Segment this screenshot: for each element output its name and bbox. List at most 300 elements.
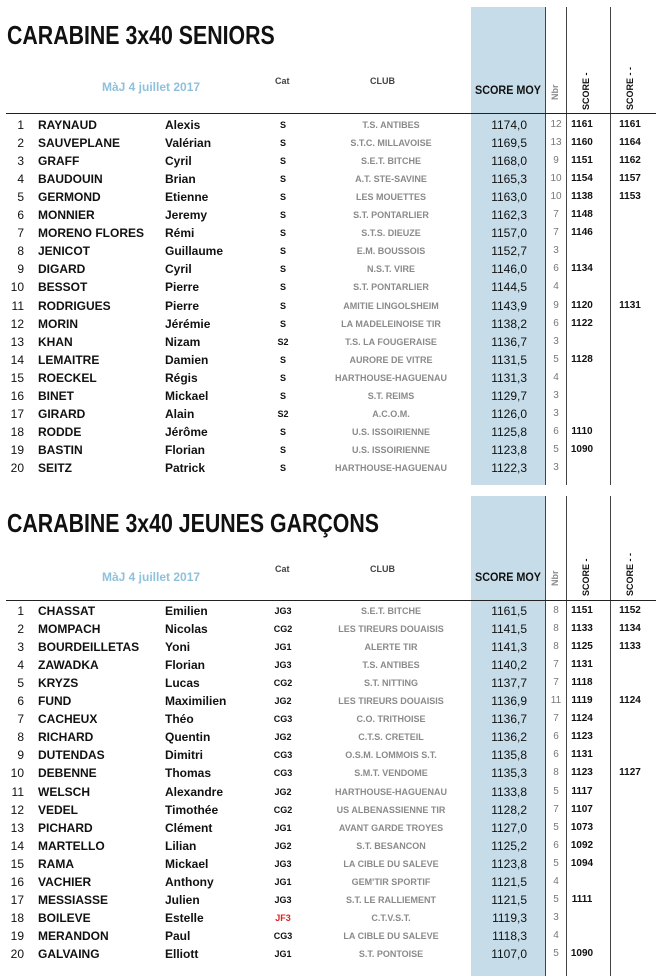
category-cell: S <box>279 354 286 365</box>
header-rule <box>6 600 656 601</box>
score-2-cell: 1127 <box>619 767 641 779</box>
table-row <box>0 315 660 333</box>
first-name-cell: Dimitri <box>165 748 204 763</box>
first-name-cell: Florian <box>165 658 206 673</box>
table-row <box>0 855 660 873</box>
club-cell: O.S.M. LOMMOIS S.T. <box>345 750 437 761</box>
table-row <box>0 602 660 620</box>
category-cell: JG1 <box>274 948 292 959</box>
first-name-cell: Théo <box>165 712 194 727</box>
category-cell: CG3 <box>273 930 293 941</box>
first-name-cell: Cyril <box>165 262 192 277</box>
score-moy-cell: 1119,3 <box>492 910 527 925</box>
rank-cell: 17 <box>10 406 24 421</box>
rank-cell: 14 <box>10 352 24 367</box>
nbr-cell: 6 <box>553 425 559 437</box>
rank-cell: 12 <box>10 802 24 817</box>
category-cell: S <box>279 120 286 130</box>
rank-cell: 15 <box>10 370 24 385</box>
nbr-cell: 5 <box>553 857 559 869</box>
nbr-cell: 4 <box>553 875 559 887</box>
score-moy-cell: 1122,3 <box>491 460 527 475</box>
score-1-cell: 1154 <box>571 173 593 185</box>
rank-cell: 20 <box>10 460 24 475</box>
header-club: CLUB <box>370 76 395 86</box>
first-name-cell: Florian <box>165 442 206 457</box>
rank-cell: 4 <box>17 172 24 187</box>
last-name-cell: BAUDOUIN <box>38 172 103 187</box>
club-cell: T.S. LA FOUGERAISE <box>345 336 437 347</box>
last-name-cell: WELSCH <box>38 784 90 799</box>
last-name-cell: RAYNAUD <box>38 118 97 132</box>
score-2-cell: 1124 <box>619 695 641 707</box>
score-1-cell: 1128 <box>571 353 593 365</box>
update-date: MàJ 4 juillet 2017 <box>102 80 201 94</box>
header-score-1: SCORE - <box>581 558 591 596</box>
category-cell: JF3 <box>275 912 291 923</box>
rank-cell: 16 <box>10 874 24 889</box>
rank-cell: 18 <box>10 910 24 925</box>
nbr-cell: 6 <box>553 839 559 851</box>
first-name-cell: Estelle <box>165 910 204 925</box>
rank-cell: 20 <box>10 946 24 961</box>
category-cell: JG2 <box>274 786 292 797</box>
rank-cell: 19 <box>10 928 24 943</box>
score-moy-cell: 1163,0 <box>491 190 527 205</box>
first-name-cell: Alain <box>165 406 195 421</box>
category-cell: S <box>279 210 286 221</box>
last-name-cell: MARTELLO <box>38 838 105 853</box>
category-cell: S <box>279 462 286 473</box>
club-cell: LA CIBLE DU SALEVE <box>343 858 439 869</box>
club-cell: AVANT GARDE TROYES <box>338 822 444 833</box>
score-moy-cell: 1136,9 <box>491 694 527 709</box>
category-cell: JG2 <box>274 840 292 851</box>
score-moy-cell: 1127,0 <box>491 820 527 835</box>
first-name-cell: Timothée <box>165 802 219 817</box>
table-row <box>0 873 660 891</box>
nbr-cell: 9 <box>553 299 559 311</box>
last-name-cell: PICHARD <box>38 820 93 835</box>
score-moy-cell: 1125,2 <box>491 838 527 853</box>
rank-cell: 6 <box>17 208 24 223</box>
nbr-cell: 7 <box>553 677 559 689</box>
rank-cell: 15 <box>10 856 24 871</box>
table-row <box>0 459 660 477</box>
score-1-cell: 1125 <box>571 641 593 653</box>
club-cell: A.T. STE-SAVINE <box>355 174 427 185</box>
score-moy-cell: 1136,7 <box>491 712 527 727</box>
rank-cell: 4 <box>17 658 24 673</box>
table-row <box>0 116 660 134</box>
nbr-cell: 3 <box>553 335 559 347</box>
category-cell: CG3 <box>273 750 293 761</box>
category-cell: CG3 <box>273 768 293 779</box>
rank-cell: 19 <box>10 442 24 457</box>
score-moy-cell: 1118,3 <box>492 928 527 943</box>
score-moy-cell: 1161,5 <box>491 604 527 618</box>
last-name-cell: RICHARD <box>38 730 94 745</box>
category-cell: JG2 <box>274 732 292 743</box>
nbr-cell: 5 <box>553 947 559 959</box>
nbr-cell: 7 <box>553 713 559 725</box>
score-2-cell: 1157 <box>619 173 641 185</box>
table-row <box>0 423 660 441</box>
header-score-2: SCORE - - <box>625 552 635 596</box>
score-1-cell: 1123 <box>571 731 593 743</box>
first-name-cell: Elliott <box>165 946 199 961</box>
first-name-cell: Thomas <box>165 766 212 781</box>
rank-cell: 10 <box>10 766 24 781</box>
score-1-cell: 1118 <box>571 677 593 689</box>
header-score-moy: SCORE MOY <box>474 83 542 97</box>
club-cell: S.M.T. VENDOME <box>354 768 428 779</box>
nbr-cell: 5 <box>553 443 559 455</box>
score-moy-cell: 1131,5 <box>491 352 527 367</box>
club-cell: C.T.S. CRETEIL <box>358 732 424 743</box>
club-cell: S.T. PONTARLIER <box>353 282 429 293</box>
category-cell: S <box>279 246 286 257</box>
club-cell: HARTHOUSE-HAGUENAU <box>335 372 447 383</box>
score-moy-cell: 1138,2 <box>491 316 527 331</box>
club-cell: S.T.C. MILLAVOISE <box>350 138 432 149</box>
table-row <box>0 710 660 728</box>
score-moy-cell: 1128,2 <box>491 802 527 817</box>
last-name-cell: MORIN <box>38 316 78 331</box>
table-row <box>0 224 660 242</box>
section-title: CARABINE 3x40 SENIORS <box>7 20 275 50</box>
club-cell: A.C.O.M. <box>372 408 410 419</box>
score-moy-cell: 1125,8 <box>491 424 527 439</box>
first-name-cell: Paul <box>165 928 191 943</box>
table-row <box>0 656 660 674</box>
nbr-cell: 11 <box>550 695 562 707</box>
first-name-cell: Jeremy <box>165 208 208 223</box>
last-name-cell: FUND <box>38 694 72 709</box>
nbr-cell: 7 <box>553 659 559 671</box>
rank-cell: 7 <box>17 226 24 241</box>
table-row <box>0 674 660 692</box>
score-moy-cell: 1146,0 <box>491 262 527 277</box>
first-name-cell: Nicolas <box>165 622 208 637</box>
first-name-cell: Brian <box>165 172 196 187</box>
rank-cell: 2 <box>17 136 24 151</box>
rank-cell: 17 <box>10 892 24 907</box>
score-1-cell: 1151 <box>571 605 593 616</box>
nbr-cell: 5 <box>553 785 559 797</box>
score-1-cell: 1160 <box>571 137 593 149</box>
nbr-cell: 8 <box>553 623 559 635</box>
last-name-cell: VACHIER <box>38 874 92 889</box>
score-moy-cell: 1152,7 <box>491 244 527 259</box>
last-name-cell: GALVAING <box>38 946 100 961</box>
nbr-cell: 9 <box>553 155 559 167</box>
club-cell: U.S. ISSOIRIENNE <box>351 444 431 455</box>
rank-cell: 18 <box>10 424 24 439</box>
rank-cell: 1 <box>17 118 24 132</box>
last-name-cell: BOILEVE <box>38 910 91 925</box>
table-row <box>0 638 660 656</box>
category-cell: JG1 <box>274 876 292 887</box>
score-2-cell: 1164 <box>619 137 641 149</box>
club-cell: T.S. ANTIBES <box>362 660 420 671</box>
score-1-cell: 1131 <box>571 659 593 671</box>
rank-cell: 11 <box>11 784 24 799</box>
nbr-cell: 7 <box>553 227 559 239</box>
last-name-cell: BESSOT <box>38 280 88 295</box>
category-cell: JG3 <box>274 660 292 671</box>
nbr-cell: 10 <box>550 173 562 185</box>
score-1-cell: 1122 <box>571 317 593 329</box>
first-name-cell: Lucas <box>165 676 200 691</box>
last-name-cell: BOURDEILLETAS <box>38 640 140 655</box>
first-name-cell: Quentin <box>165 730 211 745</box>
first-name-cell: Anthony <box>165 874 214 889</box>
category-cell: S <box>279 138 286 149</box>
club-cell: S.T. NITTING <box>364 678 418 689</box>
score-1-cell: 1092 <box>570 839 594 851</box>
table-row <box>0 152 660 170</box>
table-row <box>0 188 660 206</box>
table-row <box>0 387 660 405</box>
rank-cell: 5 <box>17 676 24 691</box>
first-name-cell: Jérôme <box>165 424 208 439</box>
table-row <box>0 170 660 188</box>
score-1-cell: 1133 <box>571 623 593 635</box>
nbr-cell: 3 <box>553 911 559 923</box>
club-cell: S.T. BESANCON <box>356 840 426 851</box>
last-name-cell: BASTIN <box>38 442 83 457</box>
first-name-cell: Pierre <box>165 280 200 295</box>
first-name-cell: Régis <box>165 370 198 385</box>
first-name-cell: Etienne <box>165 190 209 205</box>
nbr-cell: 8 <box>553 767 559 779</box>
score-moy-cell: 1140,2 <box>491 658 527 673</box>
category-cell: JG1 <box>274 642 292 653</box>
score-moy-cell: 1144,5 <box>491 280 527 295</box>
last-name-cell: DEBENNE <box>38 766 97 781</box>
score-2-cell: 1133 <box>619 641 641 653</box>
last-name-cell: MESSIASSE <box>38 892 109 907</box>
club-cell: US ALBENASSIENNE TIR <box>336 804 446 815</box>
club-cell: C.T.V.S.T. <box>371 912 411 923</box>
score-1-cell: 1151 <box>571 155 593 167</box>
table-row <box>0 351 660 369</box>
rank-cell: 3 <box>17 640 24 655</box>
score-moy-cell: 1157,0 <box>491 226 527 241</box>
category-cell: S <box>279 300 286 311</box>
table-row <box>0 783 660 801</box>
table-row <box>0 260 660 278</box>
first-name-cell: Guillaume <box>165 244 224 259</box>
first-name-cell: Pierre <box>165 298 200 313</box>
score-moy-cell: 1136,2 <box>491 730 527 745</box>
first-name-cell: Julien <box>165 892 200 907</box>
category-cell: S <box>279 390 286 401</box>
nbr-cell: 4 <box>553 371 559 383</box>
table-row <box>0 441 660 459</box>
rank-cell: 10 <box>10 280 24 295</box>
table-row <box>0 801 660 819</box>
nbr-cell: 6 <box>553 749 559 761</box>
club-cell: S.T.S. DIEUZE <box>361 228 421 239</box>
score-2-cell: 1161 <box>619 119 641 130</box>
score-moy-cell: 1123,8 <box>491 856 527 871</box>
first-name-cell: Jérémie <box>165 316 211 331</box>
first-name-cell: Mickael <box>165 388 209 403</box>
category-cell: JG1 <box>274 822 292 833</box>
category-cell: JG3 <box>274 606 292 616</box>
score-1-cell: 1073 <box>570 821 594 833</box>
last-name-cell: BINET <box>38 388 74 403</box>
category-cell: S <box>279 318 286 329</box>
nbr-cell: 6 <box>553 263 559 275</box>
category-cell: S <box>279 156 286 167</box>
results-table-seniors <box>0 116 660 478</box>
score-moy-cell: 1107,0 <box>491 946 527 961</box>
score-1-cell: 1110 <box>571 425 593 437</box>
club-cell: HARTHOUSE-HAGUENAU <box>335 462 447 473</box>
first-name-cell: Cyril <box>165 154 192 169</box>
nbr-cell: 6 <box>553 317 559 329</box>
first-name-cell: Lilian <box>165 838 197 853</box>
table-row <box>0 333 660 351</box>
header-nbr: Nbr <box>550 570 560 586</box>
score-1-cell: 1138 <box>571 191 593 203</box>
category-cell: CG2 <box>273 624 293 635</box>
score-1-cell: 1146 <box>571 227 593 239</box>
club-cell: S.E.T. BITCHE <box>360 606 421 616</box>
club-cell: LES TIREURS DOUAISIS <box>338 624 444 635</box>
category-cell: S <box>279 444 286 455</box>
score-1-cell: 1134 <box>571 263 593 275</box>
score-2-cell: 1152 <box>619 605 641 616</box>
last-name-cell: KHAN <box>38 334 73 349</box>
table-row <box>0 945 660 963</box>
nbr-cell: 3 <box>553 245 559 257</box>
score-moy-cell: 1174,0 <box>491 118 527 132</box>
last-name-cell: GIRARD <box>38 406 86 421</box>
club-cell: U.S. ISSOIRIENNE <box>351 426 431 437</box>
header-nbr: Nbr <box>550 84 560 100</box>
rank-cell: 14 <box>10 838 24 853</box>
last-name-cell: ZAWADKA <box>38 658 99 673</box>
score-1-cell: 1090 <box>570 443 594 455</box>
category-cell: CG2 <box>273 678 293 689</box>
table-row <box>0 242 660 260</box>
score-moy-cell: 1169,5 <box>491 136 527 151</box>
nbr-cell: 4 <box>553 929 559 941</box>
first-name-cell: Valérian <box>165 136 212 151</box>
table-row <box>0 297 660 315</box>
table-row <box>0 134 660 152</box>
update-date: MàJ 4 juillet 2017 <box>102 570 201 584</box>
nbr-cell: 4 <box>553 281 559 293</box>
header-rule <box>6 113 656 114</box>
club-cell: LES MOUETTES <box>355 192 426 203</box>
club-cell: S.T. LE RALLIEMENT <box>346 894 436 905</box>
category-cell: S2 <box>277 408 289 419</box>
score-1-cell: 1161 <box>571 119 593 130</box>
table-row <box>0 746 660 764</box>
score-2-cell: 1153 <box>619 191 641 203</box>
nbr-cell: 6 <box>553 731 559 743</box>
first-name-cell: Maximilien <box>165 694 227 709</box>
rank-cell: 8 <box>17 730 24 745</box>
score-moy-cell: 1126,0 <box>491 406 527 421</box>
rank-cell: 13 <box>10 334 24 349</box>
score-moy-cell: 1129,7 <box>491 388 527 403</box>
first-name-cell: Yoni <box>165 640 191 655</box>
table-row <box>0 728 660 746</box>
last-name-cell: SAUVEPLANE <box>38 136 121 151</box>
last-name-cell: DIGARD <box>38 262 86 277</box>
score-1-cell: 1124 <box>571 713 593 725</box>
last-name-cell: GERMOND <box>38 190 101 205</box>
section-title: CARABINE 3x40 JEUNES GARÇONS <box>7 508 380 538</box>
score-moy-cell: 1143,9 <box>491 298 527 313</box>
score-moy-cell: 1141,5 <box>491 622 527 637</box>
table-row <box>0 764 660 782</box>
category-cell: CG2 <box>273 804 293 815</box>
rank-cell: 3 <box>17 154 24 169</box>
table-row <box>0 405 660 423</box>
nbr-cell: 5 <box>553 893 559 905</box>
score-2-cell: 1134 <box>619 623 641 635</box>
score-moy-cell: 1165,3 <box>491 172 527 187</box>
score-2-cell: 1131 <box>619 299 641 311</box>
last-name-cell: MOMPACH <box>38 622 101 637</box>
nbr-cell: 8 <box>553 641 559 653</box>
last-name-cell: CHASSAT <box>38 604 96 618</box>
last-name-cell: SEITZ <box>38 460 73 475</box>
table-row <box>0 909 660 927</box>
category-cell: S <box>279 282 286 293</box>
last-name-cell: RODRIGUES <box>38 298 111 313</box>
club-cell: AMITIE LINGOLSHEIM <box>343 300 439 311</box>
table-row <box>0 837 660 855</box>
table-row <box>0 819 660 837</box>
rank-cell: 13 <box>10 820 24 835</box>
rank-cell: 12 <box>10 316 24 331</box>
score-1-cell: 1148 <box>571 209 593 221</box>
rank-cell: 6 <box>17 694 24 709</box>
nbr-cell: 7 <box>553 209 559 221</box>
table-row <box>0 927 660 945</box>
score-moy-cell: 1123,8 <box>491 442 527 457</box>
table-row <box>0 278 660 296</box>
rank-cell: 11 <box>11 298 24 313</box>
club-cell: E.M. BOUSSOIS <box>356 246 426 257</box>
score-moy-cell: 1121,5 <box>491 874 527 889</box>
header-score-2: SCORE - - <box>625 66 635 110</box>
last-name-cell: GRAFF <box>38 154 80 169</box>
rank-cell: 7 <box>17 712 24 727</box>
category-cell: JG2 <box>274 696 292 707</box>
rank-cell: 1 <box>17 604 24 618</box>
first-name-cell: Nizam <box>165 334 201 349</box>
score-1-cell: 1090 <box>570 947 594 959</box>
last-name-cell: MERANDON <box>38 928 109 943</box>
score-1-cell: 1107 <box>571 803 593 815</box>
category-cell: S2 <box>277 336 289 347</box>
category-cell: S <box>279 426 286 437</box>
nbr-cell: 10 <box>550 191 562 203</box>
club-cell: AURORE DE VITRE <box>349 354 433 365</box>
first-name-cell: Mickael <box>165 856 209 871</box>
first-name-cell: Patrick <box>165 460 206 475</box>
score-1-cell: 1123 <box>571 767 593 779</box>
